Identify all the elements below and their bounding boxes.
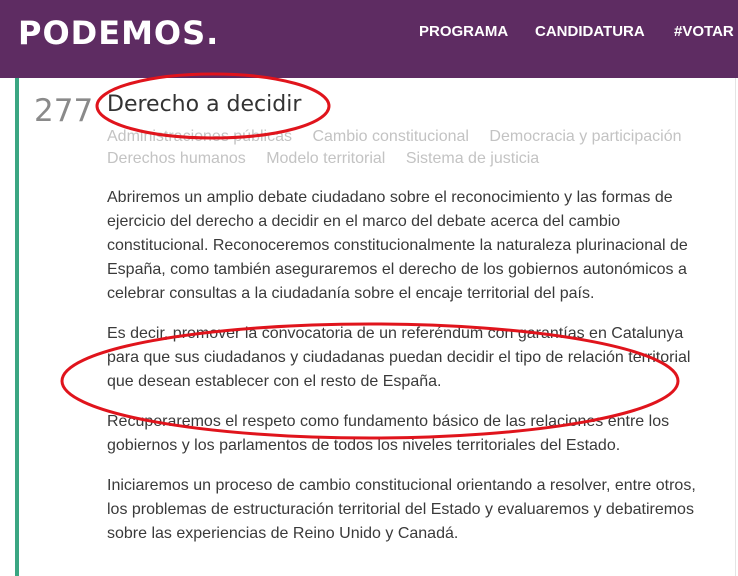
- nav-programa[interactable]: PROGRAMA: [419, 23, 509, 40]
- accent-bar: [15, 78, 19, 576]
- proposal-number: 277: [34, 93, 94, 129]
- main-nav: [0, 23, 738, 45]
- tag-link[interactable]: Cambio constitucional: [312, 128, 469, 145]
- tag-list: [107, 126, 707, 170]
- nav-candidatura[interactable]: CANDIDATURA: [535, 23, 645, 40]
- body-paragraph: Es decir, promover la convocatoria de un referéndum con garantías en Catalunya para que sus ciudadanos y ciudadanas puedan decidir el tipo de relación territorial que desean establecer con el resto de España.: [107, 325, 691, 390]
- body-paragraph: Abriremos un amplio debate ciudadano sobre el reconocimiento y las formas de ejercicio del derecho a decidir en el marco del debate acerca del cambio constitucional. Reconoceremos constitucionalmente la naturaleza plurinacional de España, como también aseguraremos el derecho de los gobiernos autonómicos a celebrar consultas a la ciudadanía sobre el encaje territorial del país.: [107, 189, 688, 302]
- body-paragraph: Iniciaremos un proceso de cambio constitucional orientando a resolver, entre otros, los problemas de estructuración territorial del Estado y evaluaremos y debatiremos sobre las experiencias de Reino Unido y Canadá.: [107, 477, 696, 542]
- tag-link[interactable]: Administraciones públicas: [107, 128, 292, 145]
- body-paragraph: Recuperaremos el respeto como fundamento básico de las relaciones entre los gobiernos y los parlamentos de todos los niveles territoriales del Estado.: [107, 413, 670, 454]
- content-divider: [735, 78, 736, 576]
- nav-votar[interactable]: #VOTAR: [674, 23, 734, 40]
- site-header: [0, 0, 738, 78]
- tag-link[interactable]: Sistema de justicia: [405, 150, 540, 167]
- tag-link[interactable]: Modelo territorial: [266, 150, 386, 167]
- podemos-logo[interactable]: PODEMOS.: [18, 14, 220, 52]
- tag-link[interactable]: Democracia y participación: [489, 128, 682, 145]
- proposal-body: [107, 186, 707, 562]
- tag-link[interactable]: Derechos humanos: [107, 150, 246, 167]
- proposal-title: Derecho a decidir: [107, 92, 302, 117]
